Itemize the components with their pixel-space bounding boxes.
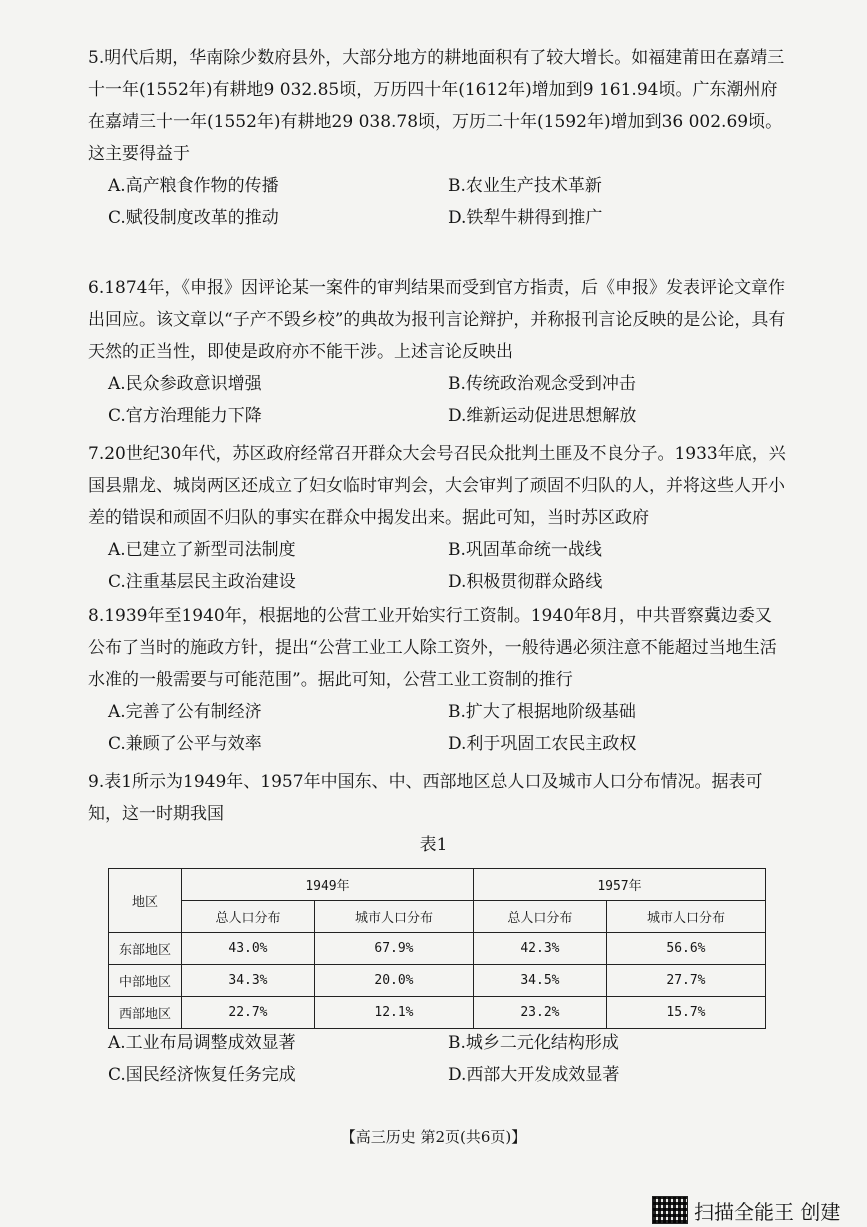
question-7 [88, 438, 788, 598]
option-b: B.扩大了根据地阶级基础 [448, 702, 636, 722]
region-cell: 中部地区 [109, 965, 182, 997]
value-cell: 27.7% [606, 965, 765, 997]
option-d: D.西部大开发成效显著 [448, 1065, 620, 1085]
option-c: C.注重基层民主政治建设 [108, 572, 296, 592]
option-b: B.巩固革命统一战线 [448, 540, 602, 560]
option-c: C.赋役制度改革的推动 [108, 208, 279, 228]
options [108, 534, 788, 598]
question-stem: 7.20世纪30年代，苏区政府经常召开群众大会号召民众批判土匪及不良分子。1933年底，兴国县鼎龙、城岗两区还成立了妇女临时审判会，大会审判了顽固不归队的人，并将这些人开小差的错误和顽固不归队的事实在群众中揭发出来。据此可知，当时苏区政府 [88, 444, 786, 528]
option-a: A.民众参政意识增强 [108, 374, 262, 394]
option-b: B.城乡二元化结构形成 [448, 1033, 619, 1053]
population-table [108, 868, 766, 1029]
option-a: A.完善了公有制经济 [108, 702, 262, 722]
page-footer: 【高三历史 第2页(共6页)】 [340, 1128, 527, 1146]
value-cell: 22.7% [182, 997, 315, 1029]
option-a: A.工业布局调整成效显著 [108, 1033, 296, 1053]
value-cell: 23.2% [473, 997, 606, 1029]
option-c: C.国民经济恢复任务完成 [108, 1065, 296, 1085]
question-5 [88, 42, 788, 234]
table-row [109, 965, 766, 997]
question-stem: 6.1874年，《申报》因评论某一案件的审判结果而受到官方指责，后《申报》发表评论文章作出回应。该文章以“子产不毁乡校”的典故为报刊言论辩护，并称报刊言论反映的是公论，具有天然的正当性，即使是政府亦不能干涉。上述言论反映出 [88, 278, 786, 362]
question-stem: 5.明代后期，华南除少数府县外，大部分地方的耕地面积有了较大增长。如福建莆田在嘉靖三十一年(1552年)有耕地9 032.85顷，万历四十年(1612年)增加到9 161.94顷。广东潮州府在嘉靖三十一年(1552年)有耕地29 038.78顷，万历二十年(1592年)增加到36 002.69顷。这主要得益于 [88, 48, 785, 164]
year-header-1949: 1949年 [182, 869, 474, 901]
qr-code-icon [652, 1196, 688, 1224]
option-d: D.利于巩固工农民主政权 [448, 734, 637, 754]
options [108, 368, 788, 432]
sub-header: 城市人口分布 [314, 901, 473, 933]
question-9 [88, 766, 788, 830]
question-stem: 9.表1所示为1949年、1957年中国东、中、西部地区总人口及城市人口分布情况。据表可知，这一时期我国 [88, 772, 763, 824]
value-cell: 67.9% [314, 933, 473, 965]
option-c: C.兼顾了公平与效率 [108, 734, 262, 754]
question-stem: 8.1939年至1940年，根据地的公营工业开始实行工资制。1940年8月，中共晋察冀边委又公布了当时的施政方针，提出“公营工业工人除工资外，一般待遇必须注意不能超过当地生活水准的一般需要与可能范围”。据此可知，公营工业工资制的推行 [88, 606, 777, 690]
options [108, 696, 788, 760]
option-a: A.已建立了新型司法制度 [108, 540, 296, 560]
question-9-options [108, 1027, 808, 1091]
value-cell: 43.0% [182, 933, 315, 965]
region-header: 地区 [109, 869, 182, 933]
table-row [109, 997, 766, 1029]
value-cell: 20.0% [314, 965, 473, 997]
year-header-1957: 1957年 [473, 869, 765, 901]
value-cell: 34.5% [473, 965, 606, 997]
options [108, 170, 788, 234]
option-a: A.高产粮食作物的传播 [108, 176, 279, 196]
question-6 [88, 272, 788, 432]
sub-header: 城市人口分布 [606, 901, 765, 933]
sub-header: 总人口分布 [473, 901, 606, 933]
option-d: D.积极贯彻群众路线 [448, 572, 603, 592]
region-cell: 西部地区 [109, 997, 182, 1029]
table-title: 表1 [419, 835, 448, 855]
option-b: B.农业生产技术革新 [448, 176, 602, 196]
region-cell: 东部地区 [109, 933, 182, 965]
value-cell: 34.3% [182, 965, 315, 997]
value-cell: 56.6% [606, 933, 765, 965]
sub-header: 总人口分布 [182, 901, 315, 933]
option-d: D.维新运动促进思想解放 [448, 406, 637, 426]
option-c: C.官方治理能力下降 [108, 406, 262, 426]
question-8 [88, 600, 788, 760]
option-d: D.铁犁牛耕得到推广 [448, 208, 603, 228]
value-cell: 12.1% [314, 997, 473, 1029]
scanner-watermark: 扫描全能王 创建 [694, 1200, 841, 1224]
option-b: B.传统政治观念受到冲击 [448, 374, 636, 394]
table-row [109, 933, 766, 965]
value-cell: 15.7% [606, 997, 765, 1029]
value-cell: 42.3% [473, 933, 606, 965]
